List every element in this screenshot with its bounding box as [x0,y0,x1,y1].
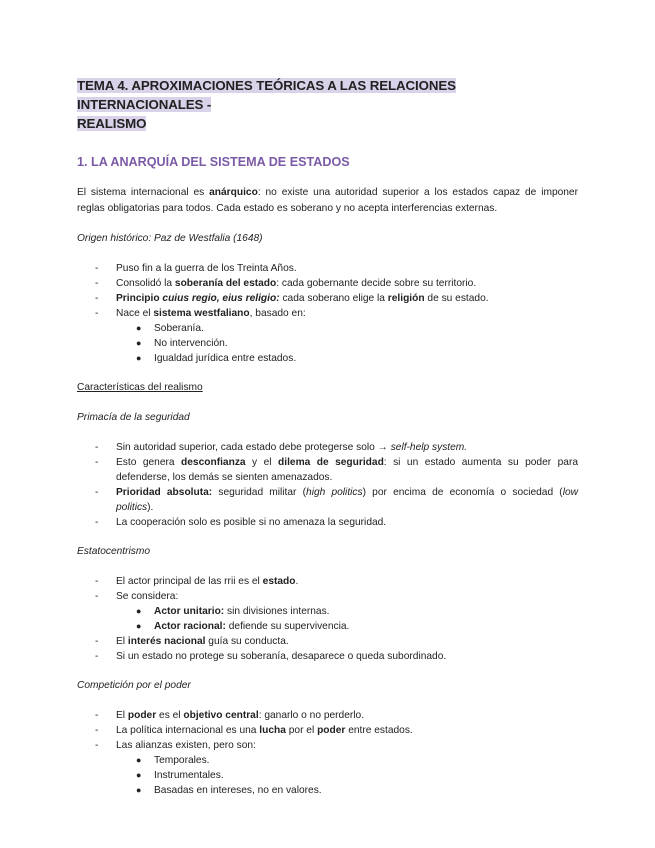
list-item: - Sin autoridad superior, cada estado debe protegerse solo → self-help system. [95,442,468,453]
list-item: ● Instrumentales. [136,770,224,781]
power-label: Competición por el poder [77,680,191,691]
title-line-1: TEMA 4. APROXIMACIONES TEÓRICAS A LAS RELACIONES INTERNACIONALES - [77,78,456,112]
list-item: - El interés nacional guía su conducta. [95,636,289,647]
intro-paragraph: El sistema internacional es anárquico: no existe una autoridad superior a los estados capaz de imponer reglas obligatorias para todos. Cada estado es soberano y no acepta interferencias externas. [77,187,578,214]
section-heading-anarchy: 1. LA ANARQUÍA DEL SISTEMA DE ESTADOS [77,155,350,169]
list-item: ● Actor racional: defiende su supervivencia. [136,621,350,632]
list-item: ● Temporales. [136,755,210,766]
list-item: ● Soberanía. [136,323,204,334]
power-list [77,708,578,798]
origin-list [77,261,578,366]
page-title [77,76,578,133]
list-item: - Nace el sistema westfaliano, basado en: ● Soberanía. ● No intervención. ● Igualdad jurídica entre estados. [77,306,578,366]
title-line-2: REALISMO [77,116,147,131]
list-item: - Esto genera desconfianza y el dilema de seguridad: si un estado aumenta su poder para defenderse, los demás se sienten amenazados. [95,457,578,483]
list-item: - El poder es el objetivo central: ganarlo o no perderlo. [95,710,365,721]
list-item: - Puso fin a la guerra de los Treinta Años. [95,263,297,274]
alliance-types-list [116,753,578,798]
westphalian-principles-list [116,321,578,366]
list-item: - Si un estado no protege su soberanía, desaparece o queda subordinado. [95,651,447,662]
security-list [77,440,578,530]
list-item: - Principio cuius regio, eius religio: cada soberano elige la religión de su estado. [95,293,489,304]
list-item: ● Basadas en intereses, no en valores. [136,785,322,796]
list-item: - La política internacional es una lucha por el poder entre estados. [95,725,413,736]
statecentrism-list [77,574,578,664]
security-label: Primacía de la seguridad [77,412,190,423]
origin-label: Origen histórico: Paz de Westfalia (1648) [77,233,263,244]
list-item: - Las alianzas existen, pero son: ● Temporales. ● Instrumentales. ● Basadas en intereses, no en valores. [77,738,578,798]
characteristics-heading: Características del realismo [77,382,203,393]
list-item: ● Igualdad jurídica entre estados. [136,353,297,364]
list-item: - Consolidó la soberanía del estado: cada gobernante decide sobre su territorio. [95,278,477,289]
list-item: - La cooperación solo es posible si no amenaza la seguridad. [95,517,387,528]
list-item: - Se considera: ● Actor unitario: sin divisiones internas. ● Actor racional: defiende su supervivencia. [77,589,578,634]
statecentrism-label: Estatocentrismo [77,546,151,557]
list-item: ● No intervención. [136,338,228,349]
list-item: - Prioridad absoluta: seguridad militar (high politics) por encima de economía o sociedad (low politics). [95,487,579,513]
list-item: ● Actor unitario: sin divisiones internas. [136,606,330,617]
list-item: - El actor principal de las rrii es el estado. [95,576,299,587]
state-attributes-list [116,604,578,634]
